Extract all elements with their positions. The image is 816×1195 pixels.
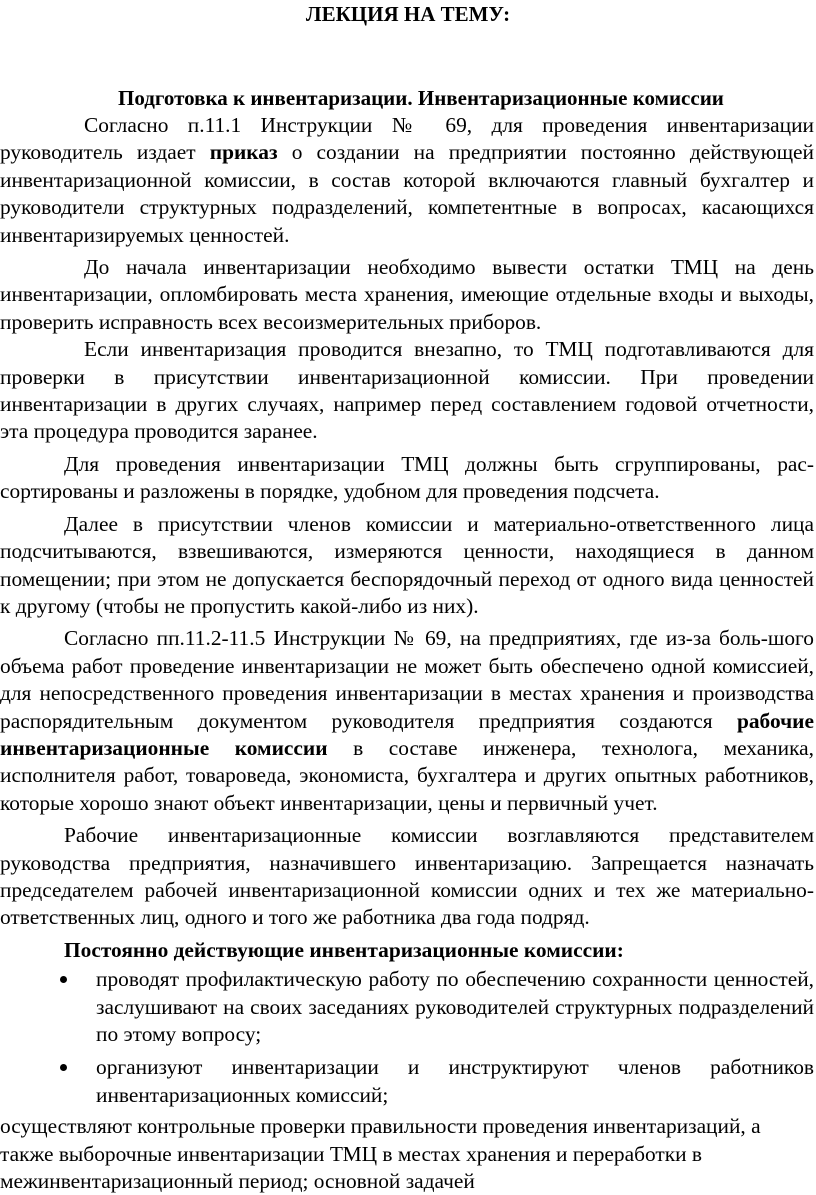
document-body (0, 112, 814, 1195)
paragraph-sudden-inventory: Если инвентаризация проводится внезапно, то ТМЦ подготавливаются для проверки в присутствии инвентаризационной комиссии. При проведении инвентаризации в других случаях, например перед составлением годовой отчетности, эта процедура проводится заранее. (0, 337, 814, 444)
bullet-dot-icon (60, 976, 67, 983)
bold-term-order: приказ (209, 140, 278, 165)
paragraph-text: о создании на предприятии постоянно действующей инвентаризационной комиссии, в состав которой включаются главный бухгалтер и руководители структурных подразделений, компетентные в вопросах, касающихся инвентаризируемых ценностей. (0, 140, 814, 247)
paragraph-preparation: До начала инвентаризации необходимо вывести остатки ТМЦ на день инвентаризации, опломбировать места хранения, имеющие отдельные входы и выходы, проверить исправность всех весоизмерительных приборов. (0, 255, 814, 334)
bullet-dot-icon (60, 1064, 67, 1071)
paragraph-grouping: Для проведения инвентаризации ТМЦ должны быть сгруппированы, рас-сортированы и разложены в порядке, удобном для проведения подсчета. (0, 451, 814, 504)
bold-term-working-commissions: рабочие инвентаризационные комиссии (0, 708, 814, 760)
section-subtitle: Подготовка к инвентаризации. Инвентаризационные комиссии (118, 86, 724, 110)
list-item (0, 1054, 814, 1109)
list-item-text: проводят профилактическую работу по обеспечению сохранности ценностей, заслушивают на своих заседаниях руководителей структурных подразделений по этому вопросу; (96, 967, 814, 1046)
paragraph-working-commissions (0, 625, 814, 817)
duties-list (0, 966, 814, 1109)
paragraph-order (0, 112, 814, 249)
paragraph-text: Согласно п.11.1 Инструкции № 69, для проведения инвентаризации руководитель издает (0, 113, 814, 165)
paragraph-text: Согласно пп.11.2-11.5 Инструкции № 69, на предприятиях, где из-за боль-шого объема работ проведение инвентаризации не может быть обеспечено одной комиссией, для непосредственного проведения инвентаризации в местах хранения и производства распорядительным документом руководителя предприятия создаются (0, 626, 814, 733)
permanent-commissions-heading: Постоянно действующие инвентаризационные комиссии: (64, 937, 624, 962)
paragraph-chairman: Рабочие инвентаризационные комиссии возглавляются представителем руководства предприятия, назначившего инвентаризацию. Запрещается назначать председателем рабочей инвентаризационной комиссии одних и тех же материально-ответственных лиц, одного и того же работника два года подряд. (0, 823, 814, 930)
paragraph-counting: Далее в присутствии членов комиссии и материально-ответственного лица подсчитываются, взвешиваются, измеряются ценности, находящиеся в данном помещении; при этом не допускается беспорядочный переход от одного вида ценностей к другому (чтобы не пропустить какой-либо из них). (0, 511, 814, 618)
list-item-text: организуют инвентаризации и инструктируют членов работников инвентаризационных комиссий; (96, 1055, 814, 1107)
lecture-title: ЛЕКЦИЯ НА ТЕМУ: (305, 2, 511, 26)
paragraph-text: в составе инженера, технолога, механика, исполнителя работ, товароведа, экономиста, бухгалтера и других опытных работников, которые хорошо знают объект инвентаризации, цены и первичный учет. (0, 735, 814, 815)
paragraph-control-checks: осуществляют контрольные проверки правильности проведения инвентаризаций, а также выборочные инвентаризации ТМЦ в местах хранения и переработки в межинвентаризационный период; основной задачей (0, 1114, 761, 1194)
list-item (0, 966, 814, 1048)
